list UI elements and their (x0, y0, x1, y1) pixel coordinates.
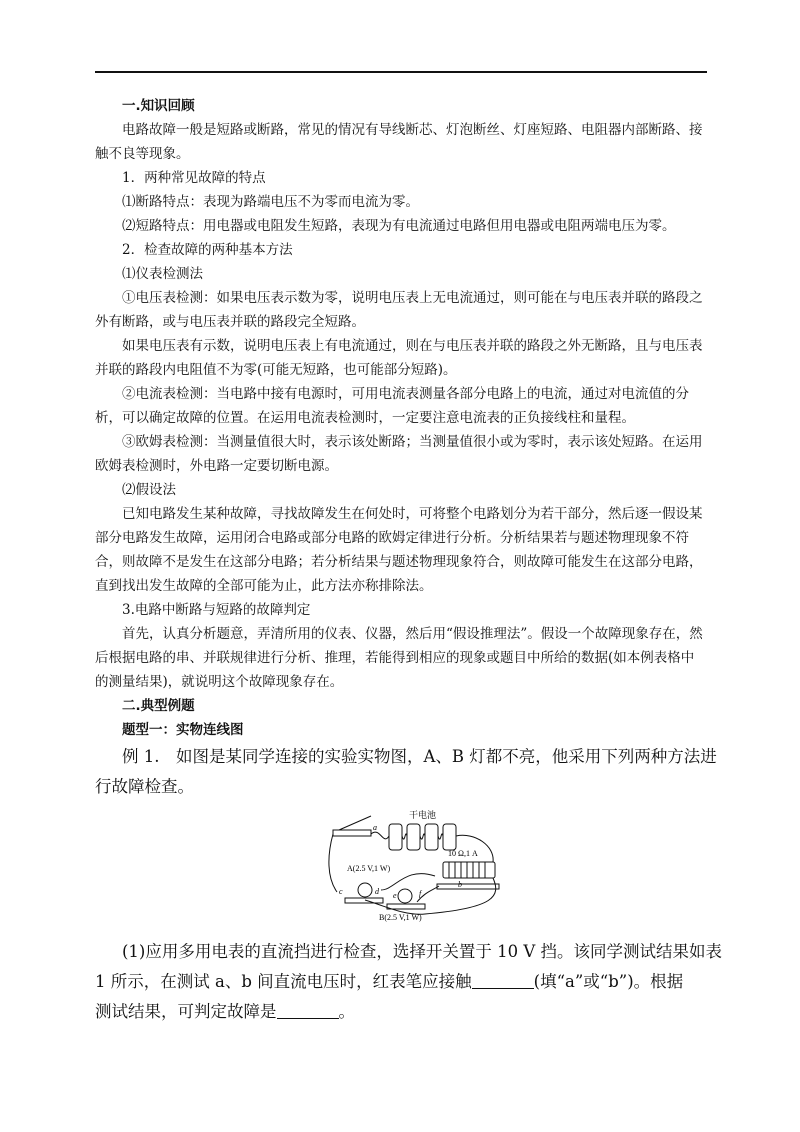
point-b-label: b (458, 880, 462, 889)
point-a-label: a (373, 823, 377, 832)
lamp-b-socket (387, 904, 425, 909)
rheostat-label: 10 Ω,1 A (448, 849, 478, 858)
question1-line2 (95, 967, 683, 997)
answer-blank-1[interactable] (472, 972, 534, 989)
open-circuit-feature: ⑴断路特点：表现为路端电压不为零而电流为零。 (122, 194, 419, 210)
item2-title: 2．检查故障的两种基本方法 (122, 242, 293, 258)
answer-blank-2[interactable] (277, 1002, 339, 1019)
method2-title: ⑵假设法 (122, 482, 176, 498)
item3-title: 3.电路中断路与短路的故障判定 (122, 602, 311, 618)
switch-lever (339, 816, 371, 830)
point-d-label: d (375, 887, 379, 896)
method1-title: ⑴仪表检测法 (122, 266, 203, 282)
question1-line3-start: 测试结果，可判定故障是 (95, 1002, 277, 1021)
section2-subheading: 题型一：实物连线图 (122, 722, 244, 738)
question1-line1: (1)应用多用电表的直流挡进行检查，选择开关置于 10 V 挡。该同学测试结果如表 (122, 942, 723, 961)
lamp-a-socket (345, 898, 383, 903)
example1-line1: 例 1. 如图是某同学连接的实验实物图，A、B 灯都不亮，他采用下列两种方法进 (122, 747, 717, 766)
question1-line2-end: (填“a”或“b”)。根据 (533, 972, 684, 991)
example1-line2: 行故障检查。 (95, 777, 194, 796)
ammeter-paragraph: ②电流表检测：当电路中接有电源时，可用电流表测量各部分电路上的电流，通过对电流值的分析，可以确定故障的位置。在运用电流表检测时，一定要注意电流表的正负接线柱和量程。 (95, 386, 689, 426)
method2-paragraph: 已知电路发生某种故障，寻找故障发生在何处时，可将整个电路划分为若干部分，然后逐一假设某部分电路发生故障，运用闭合电路或部分电路的欧姆定律进行分析。分析结果若与题述物理现象不符合，则故障不是发生在这部分电路；若分析结果与题述物理现象符合，则故障可能发生在这部分电路，直到找出发生故障的全部可能为止，此方法亦称排除法。 (95, 506, 703, 594)
short-circuit-feature: ⑵短路特点：用电器或电阻发生短路，表现为有电流通过电路但用电器或电阻两端电压为零。 (122, 218, 676, 234)
item1-title: 1．两种常见故障的特点 (122, 170, 266, 186)
section1-heading: 一.知识回顾 (122, 98, 195, 114)
question1-line2-start: 1 所示，在测试 a、b 间直流电压时，红表笔应接触 (95, 972, 472, 991)
point-f-label: f (419, 889, 422, 898)
battery-label: 干电池 (409, 810, 437, 820)
circuit-figure (325, 806, 505, 924)
circuit-wires (329, 834, 496, 914)
rheostat-base (437, 884, 499, 889)
lamp-a-bulb (358, 883, 372, 897)
voltmeter-paragraph-a: ①电压表检测：如果电压表示数为零，说明电压表上无电流通过，则可能在与电压表并联的路段之外有断路，或与电压表并联的路段完全短路。 (95, 290, 703, 330)
question1-line3-end: 。 (338, 1002, 355, 1021)
section2-heading: 二.典型例题 (122, 698, 195, 714)
question1-line3 (95, 997, 355, 1027)
lamp-b-label: B(2.5 V,1 W) (379, 913, 422, 922)
lamp-a-label: A(2.5 V,1 W) (347, 864, 391, 873)
top-rule (95, 71, 707, 73)
point-e-label: e (393, 891, 397, 900)
switch-base (333, 830, 371, 836)
ohmmeter-paragraph: ③欧姆表检测：当测量值很大时，表示该处断路；当测量值很小或为零时，表示该处短路。在运用欧姆表检测时，外电路一定要切断电源。 (95, 434, 703, 474)
rheostat-body (443, 862, 495, 878)
item3-paragraph: 首先，认真分析题意，弄清所用的仪表、仪器，然后用“假设推理法”。假设一个故障现象存在，然后根据电路的串、并联规律进行分析、推理，若能得到相应的现象或题目中所给的数据(如本例表格中的测量结果)，就说明这个故障现象存在。 (95, 626, 703, 690)
point-c-label: c (339, 887, 343, 896)
voltmeter-paragraph-b: 如果电压表有示数，说明电压表上有电流通过，则在与电压表并联的路段之外无断路，且与电压表并联的路段内电阻值不为零(可能无短路，也可能部分短路)。 (95, 338, 703, 378)
intro-paragraph: 电路故障一般是短路或断路，常见的情况有导线断芯、灯泡断丝、灯座短路、电阻器内部断路、接触不良等现象。 (95, 122, 703, 162)
lamp-b-bulb (398, 889, 412, 903)
